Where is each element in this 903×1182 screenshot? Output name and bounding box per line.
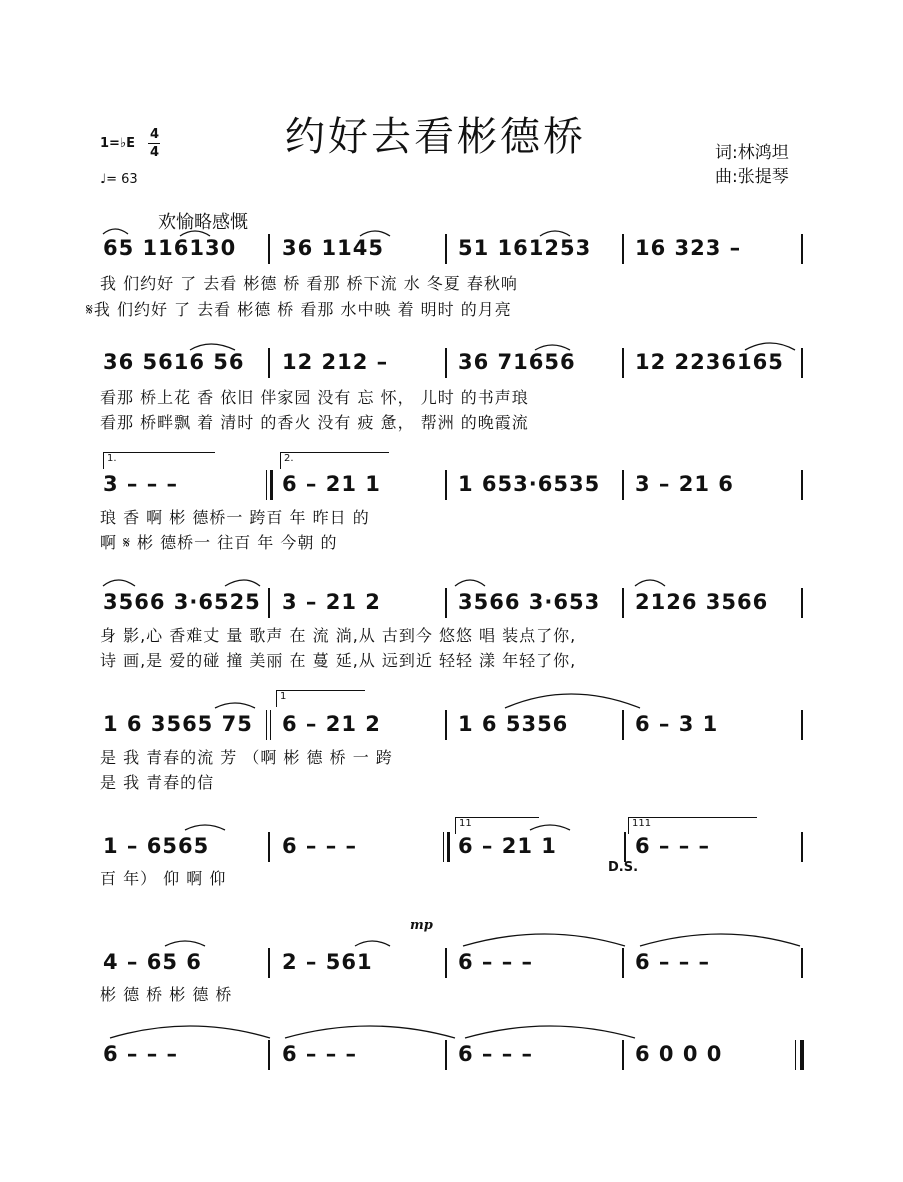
repeat-end-barline xyxy=(443,832,444,862)
barline xyxy=(622,1040,624,1070)
barline xyxy=(801,588,803,618)
measure: 6 – – – xyxy=(635,950,711,974)
measure: 3566 3·6525 xyxy=(103,590,261,614)
barline xyxy=(801,470,803,500)
barline xyxy=(801,948,803,978)
barline xyxy=(622,948,624,978)
time-signature-top: 4 xyxy=(150,127,160,142)
barline xyxy=(445,470,447,500)
barline xyxy=(266,710,267,740)
final-barline-thin xyxy=(795,1040,796,1070)
measure: 6 – 21 2 xyxy=(282,712,381,736)
lyricist-credit: 词:林鸿坦 xyxy=(715,143,789,163)
barline xyxy=(445,1040,447,1070)
measure: 51 161253 xyxy=(458,236,592,260)
slur xyxy=(640,934,800,946)
measure: 6 – – – xyxy=(458,950,534,974)
barline xyxy=(801,832,803,862)
expression-marking: 欢愉略感慨 xyxy=(158,212,248,233)
slur xyxy=(635,580,665,586)
measure: 1 653·6535 xyxy=(458,472,601,496)
measure: 65 116130 xyxy=(103,236,237,260)
barline xyxy=(268,832,270,862)
measure: 6 – 21 1 xyxy=(282,472,381,496)
measure: 36 5616 56 xyxy=(103,350,245,374)
time-signature-bottom: 4 xyxy=(150,145,160,160)
barline xyxy=(622,470,624,500)
measure: 4 – 65 6 xyxy=(103,950,202,974)
slur xyxy=(215,703,255,708)
slur xyxy=(463,934,625,946)
slur xyxy=(103,229,128,234)
measure: 12 212 – xyxy=(282,350,389,374)
slur xyxy=(103,580,135,586)
volta-2: 11 xyxy=(455,817,539,834)
barline xyxy=(445,588,447,618)
slur xyxy=(110,1026,270,1038)
measure: 1 – 6565 xyxy=(103,834,210,858)
barline xyxy=(622,348,624,378)
measure: 6 – – – xyxy=(635,834,711,858)
barline xyxy=(801,348,803,378)
tempo-marking: ♩= 63 xyxy=(100,172,138,187)
volta-1: 1 xyxy=(276,690,365,707)
barline xyxy=(445,348,447,378)
lyric-line: 彬 德 桥 彬 德 桥 xyxy=(100,985,233,1004)
volta-1: 1. xyxy=(103,452,215,469)
dynamic-mp: mp xyxy=(410,918,433,933)
measure: 1 6 3565 75 xyxy=(103,712,253,736)
measure: 12 2236165 xyxy=(635,350,784,374)
slur xyxy=(465,1026,635,1038)
dal-segno-marking: D.S. xyxy=(608,860,639,875)
measure: 6 – 3 1 xyxy=(635,712,719,736)
barline xyxy=(624,832,626,862)
measure: 6 – – – xyxy=(282,1042,358,1066)
measure: 2 – 561 xyxy=(282,950,373,974)
measure: 3 – 21 6 xyxy=(635,472,734,496)
lyric-line: 琅 香 啊 彬 德桥一 跨百 年 昨日 的 xyxy=(100,508,370,527)
measure: 6 – – – xyxy=(458,1042,534,1066)
final-barline-thick xyxy=(800,1040,804,1070)
lyric-line: 啊 𝄋 彬 德桥一 往百 年 今朝 的 xyxy=(100,533,338,552)
barline xyxy=(801,234,803,264)
lyric-line: 诗 画,是 爱的碰 撞 美丽 在 蔓 延,从 远到近 轻轻 漾 年轻了你, xyxy=(100,651,577,670)
measure: 6 – – – xyxy=(282,834,358,858)
barline xyxy=(622,588,624,618)
measure: 6 0 0 0 xyxy=(635,1042,723,1066)
barline xyxy=(445,948,447,978)
measure: 3566 3·653 xyxy=(458,590,601,614)
key-signature: 1=♭E xyxy=(100,136,135,151)
slur xyxy=(285,1026,455,1038)
barline xyxy=(622,710,624,740)
barline xyxy=(801,710,803,740)
slur xyxy=(225,580,260,586)
lyric-line: 看那 桥上花 香 依旧 伴家园 没有 忘 怀， 儿时 的书声琅 xyxy=(100,388,529,407)
measure: 3 – 21 2 xyxy=(282,590,381,614)
repeat-end-barline xyxy=(266,470,267,500)
barline xyxy=(268,348,270,378)
measure: 36 71656 xyxy=(458,350,576,374)
lyric-line: 我 们约好 了 去看 彬德 桥 看那 桥下流 水 冬夏 春秋响 xyxy=(100,274,518,293)
repeat-end-barline xyxy=(447,832,450,862)
slur xyxy=(355,941,390,946)
barline xyxy=(268,948,270,978)
measure: 2126 3566 xyxy=(635,590,769,614)
lyric-line: 是 我 青春的流 芳 （啊 彬 德 桥 一 跨 xyxy=(100,748,393,767)
lyric-line: 看那 桥畔飘 着 清时 的香火 没有 疲 惫， 帮洲 的晚霞流 xyxy=(100,413,529,432)
slur xyxy=(185,825,225,830)
barline xyxy=(268,588,270,618)
slur xyxy=(165,941,205,946)
measure: 36 1145 xyxy=(282,236,384,260)
composer-credit: 曲:张提琴 xyxy=(715,167,789,187)
lyric-line: 百 年） 仰 啊 仰 xyxy=(100,869,227,888)
song-title: 约好去看彬德桥 xyxy=(285,114,586,160)
lyric-line: 身 影,心 香难丈 量 歌声 在 流 淌,从 古到今 悠悠 唱 装点了你, xyxy=(100,626,577,645)
measure: 1 6 5356 xyxy=(458,712,569,736)
repeat-end-barline xyxy=(270,470,273,500)
barline xyxy=(268,234,270,264)
slur xyxy=(745,343,795,350)
slur xyxy=(505,694,640,708)
measure: 3 – – – xyxy=(103,472,179,496)
measure: 6 – 21 1 xyxy=(458,834,557,858)
volta-3: 111 xyxy=(628,817,757,834)
barline xyxy=(622,234,624,264)
measure: 16 323 – xyxy=(635,236,742,260)
barline xyxy=(445,710,447,740)
measure: 6 – – – xyxy=(103,1042,179,1066)
barline xyxy=(445,234,447,264)
barline xyxy=(270,710,271,740)
slur xyxy=(455,580,485,586)
volta-2: 2. xyxy=(280,452,389,469)
barline xyxy=(268,1040,270,1070)
lyric-line: 是 我 青春的信 xyxy=(100,773,215,792)
lyric-line: 𝄋我 们约好 了 去看 彬德 桥 看那 水中映 着 明时 的月亮 xyxy=(86,300,512,319)
